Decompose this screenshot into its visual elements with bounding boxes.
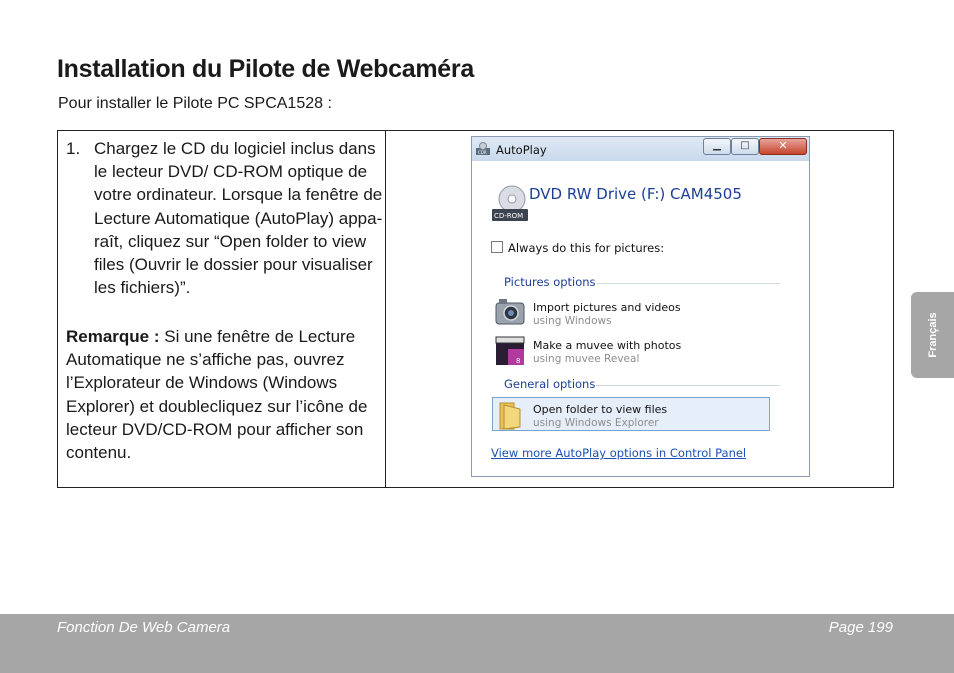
checkbox-label: Always do this for pictures: <box>508 241 665 255</box>
option-import-sub: using Windows <box>533 315 612 327</box>
window-title: AutoPlay <box>496 143 547 157</box>
svg-text:CDR: CDR <box>478 150 487 155</box>
option-open-folder-sub: using Windows Explorer <box>533 417 659 429</box>
section-divider <box>596 385 780 386</box>
step-number: 1. <box>66 139 81 158</box>
autoplay-window <box>471 136 810 477</box>
note-text: Si une fenêtre de Lecture Automatique ne s’affiche pas, ouvrez l’Explorateur de Windows (Windows Explorer) et doublecliquez sur l’icône de lecteur DVD/CD-ROM pour afficher son contenu. <box>66 327 368 463</box>
svg-text:8: 8 <box>516 357 521 365</box>
page-title: Installation du Pilote de Webcaméra <box>57 55 474 83</box>
note <box>66 325 382 464</box>
close-button[interactable] <box>759 138 807 155</box>
muvee-icon <box>494 335 526 367</box>
folder-icon <box>494 399 526 431</box>
drive-badge: CD-ROM <box>494 212 524 220</box>
option-import-title[interactable]: Import pictures and videos <box>533 301 681 314</box>
section-pictures-options: Pictures options <box>504 275 596 289</box>
page-number: Page 199 <box>828 619 893 636</box>
drive-name: DVD RW Drive (F:) CAM4505 <box>529 185 742 203</box>
footer <box>0 614 954 673</box>
minimize-icon: ▁ <box>713 140 721 151</box>
option-open-folder-title[interactable]: Open folder to view files <box>533 403 668 416</box>
maximize-icon: □ <box>740 140 750 151</box>
minimize-button[interactable] <box>703 138 731 155</box>
autoplay-app-icon <box>475 142 491 156</box>
control-panel-link[interactable]: View more AutoPlay options in Control Panel <box>491 446 747 460</box>
intro-text: Pour installer le Pilote PC SPCA1528 : <box>58 95 332 112</box>
instruction-table <box>57 130 894 488</box>
section-divider <box>597 283 780 284</box>
language-tab-label: Français <box>926 312 939 358</box>
dvd-drive-icon <box>492 185 528 223</box>
footer-section-title: Fonction De Web Camera <box>57 619 231 636</box>
section-general-options: General options <box>504 377 596 391</box>
option-muvee-title[interactable]: Make a muvee with photos <box>533 339 682 352</box>
window-titlebar <box>472 137 809 161</box>
maximize-button[interactable] <box>731 138 759 155</box>
close-icon: ✕ <box>778 139 788 152</box>
instruction-column <box>58 131 386 487</box>
step-text: Chargez le CD du logiciel inclus dans le lecteur DVD/ CD-ROM optique de votre ordinateur. Lorsque la fenêtre de Lecture Automatique (AutoPlay) appa-raît, cliquez sur “Open folder to view files (Ouvrir le dossier pour visualiser les fichiers)”. <box>94 139 383 298</box>
note-label: Remarque : <box>66 327 160 346</box>
camera-icon <box>494 296 526 328</box>
always-do-checkbox[interactable] <box>491 241 503 253</box>
language-tab <box>911 292 954 378</box>
option-muvee-sub: using muvee Reveal <box>533 353 640 365</box>
